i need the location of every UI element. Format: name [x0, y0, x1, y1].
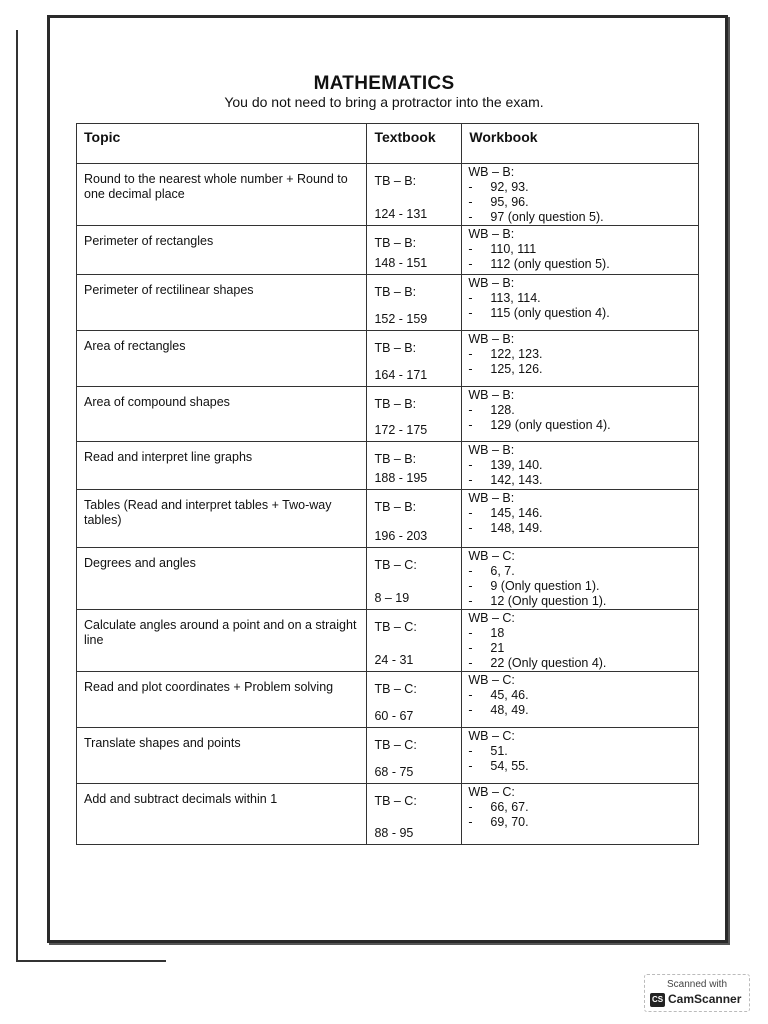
- textbook-cell: [367, 442, 462, 490]
- bullet-dash: -: [468, 195, 473, 209]
- workbook-item: [468, 759, 692, 774]
- table-body: [77, 164, 699, 845]
- table-row: [77, 672, 699, 728]
- workbook-cell: [462, 442, 699, 490]
- textbook-label: TB – C:: [374, 558, 417, 572]
- workbook-pages: 69, 70.: [490, 815, 529, 829]
- workbook-item: [468, 688, 692, 703]
- topic-cell: Read and plot coordinates + Problem solving: [77, 672, 367, 728]
- workbook-item: [468, 656, 692, 671]
- table-row: [77, 226, 699, 275]
- textbook-cell: [367, 275, 462, 331]
- workbook-label: WB – C:: [468, 729, 515, 743]
- bullet-dash: -: [468, 347, 473, 361]
- workbook-label: WB – C:: [468, 785, 515, 799]
- workbook-item: [468, 306, 692, 321]
- textbook-label: TB – B:: [374, 174, 417, 188]
- workbook-cell: [462, 387, 699, 442]
- scan-edge-left: [16, 30, 18, 962]
- table-row: [77, 164, 699, 226]
- bullet-dash: -: [468, 242, 473, 256]
- camscanner-watermark: [644, 974, 750, 1012]
- workbook-pages: 92, 93.: [490, 180, 529, 194]
- workbook-cell: [462, 728, 699, 784]
- textbook-label: TB – C:: [374, 682, 417, 696]
- workbook-pages: 48, 49.: [490, 703, 529, 717]
- textbook-label: TB – C:: [374, 794, 417, 808]
- workbook-cell: [462, 548, 699, 610]
- bullet-dash: -: [468, 521, 473, 535]
- topic-cell: Round to the nearest whole number + Round to one decimal place: [77, 164, 367, 226]
- workbook-item: [468, 210, 692, 225]
- textbook-cell: [367, 672, 462, 728]
- textbook-pages: 152 - 159: [374, 312, 428, 326]
- workbook-pages: 139, 140.: [490, 458, 543, 472]
- workbook-pages: 12 (Only question 1).: [490, 594, 607, 608]
- header-textbook: Textbook: [367, 124, 462, 164]
- bullet-dash: -: [468, 703, 473, 717]
- textbook-label: TB – B:: [374, 236, 417, 250]
- workbook-cell: [462, 610, 699, 672]
- workbook-pages: 129 (only question 4).: [490, 418, 611, 432]
- camscanner-name: CamScanner: [668, 992, 742, 1006]
- textbook-pages: 164 - 171: [374, 368, 428, 382]
- bullet-dash: -: [468, 656, 473, 670]
- workbook-item: [468, 579, 692, 594]
- workbook-item: [468, 362, 692, 377]
- textbook-cell: [367, 387, 462, 442]
- workbook-cell: [462, 672, 699, 728]
- bullet-dash: -: [468, 688, 473, 702]
- workbook-label: WB – B:: [468, 443, 515, 457]
- workbook-label: WB – C:: [468, 549, 515, 563]
- topic-cell: Read and interpret line graphs: [77, 442, 367, 490]
- workbook-item: [468, 291, 692, 306]
- bullet-dash: -: [468, 210, 473, 224]
- bullet-dash: -: [468, 403, 473, 417]
- workbook-item: [468, 347, 692, 362]
- workbook-item: [468, 594, 692, 609]
- textbook-cell: [367, 610, 462, 672]
- workbook-label: WB – B:: [468, 332, 515, 346]
- workbook-cell: [462, 490, 699, 548]
- workbook-cell: [462, 275, 699, 331]
- table-header-row: [77, 124, 699, 164]
- workbook-pages: 51.: [490, 744, 508, 758]
- table-row: [77, 728, 699, 784]
- workbook-cell: [462, 784, 699, 845]
- topic-cell: Area of compound shapes: [77, 387, 367, 442]
- textbook-pages: 88 - 95: [374, 826, 414, 840]
- textbook-cell: [367, 490, 462, 548]
- textbook-cell: [367, 784, 462, 845]
- workbook-item: [468, 180, 692, 195]
- workbook-pages: 18: [490, 626, 505, 640]
- bullet-dash: -: [468, 306, 473, 320]
- textbook-label: TB – C:: [374, 620, 417, 634]
- bullet-dash: -: [468, 594, 473, 608]
- workbook-pages: 112 (only question 5).: [490, 257, 610, 271]
- workbook-item: [468, 458, 692, 473]
- scanned-with-text: Scanned with: [666, 979, 728, 990]
- table-row: [77, 442, 699, 490]
- workbook-item: [468, 641, 692, 656]
- workbook-label: WB – B:: [468, 388, 515, 402]
- workbook-pages: 21: [490, 641, 505, 655]
- workbook-pages: 6, 7.: [490, 564, 515, 578]
- topic-cell: Perimeter of rectilinear shapes: [77, 275, 367, 331]
- workbook-pages: 145, 146.: [490, 506, 543, 520]
- workbook-item: [468, 800, 692, 815]
- textbook-pages: 124 - 131: [374, 207, 428, 221]
- header-topic: Topic: [77, 124, 367, 164]
- textbook-label: TB – B:: [374, 500, 417, 514]
- workbook-pages: 128.: [490, 403, 515, 417]
- bullet-dash: -: [468, 473, 473, 487]
- topic-cell: Perimeter of rectangles: [77, 226, 367, 275]
- bullet-dash: -: [468, 815, 473, 829]
- table-row: [77, 490, 699, 548]
- workbook-pages: 113, 114.: [490, 291, 541, 305]
- header-workbook: Workbook: [462, 124, 699, 164]
- topic-cell: Area of rectangles: [77, 331, 367, 387]
- bullet-dash: -: [468, 759, 473, 773]
- bullet-dash: -: [468, 579, 473, 593]
- textbook-pages: 8 – 19: [374, 591, 410, 605]
- table-row: [77, 387, 699, 442]
- syllabus-table: [76, 123, 699, 845]
- workbook-item: [468, 564, 692, 579]
- workbook-item: [468, 403, 692, 418]
- document-subtitle: You do not need to bring a protractor into the exam.: [224, 94, 544, 110]
- workbook-label: WB – B:: [468, 491, 515, 505]
- topic-cell: Calculate angles around a point and on a straight line: [77, 610, 367, 672]
- table-row: [77, 275, 699, 331]
- topic-cell: Translate shapes and points: [77, 728, 367, 784]
- workbook-item: [468, 703, 692, 718]
- bullet-dash: -: [468, 458, 473, 472]
- workbook-pages: 22 (Only question 4).: [490, 656, 607, 670]
- workbook-pages: 9 (Only question 1).: [490, 579, 600, 593]
- topic-cell: Degrees and angles: [77, 548, 367, 610]
- table-row: [77, 610, 699, 672]
- textbook-pages: 148 - 151: [374, 256, 428, 270]
- table-row: [77, 548, 699, 610]
- textbook-pages: 24 - 31: [374, 653, 414, 667]
- workbook-item: [468, 242, 692, 257]
- textbook-label: TB – B:: [374, 285, 417, 299]
- workbook-item: [468, 257, 692, 272]
- table-row: [77, 331, 699, 387]
- topic-cell: Add and subtract decimals within 1: [77, 784, 367, 845]
- workbook-item: [468, 815, 692, 830]
- textbook-cell: [367, 164, 462, 226]
- workbook-item: [468, 521, 692, 536]
- bullet-dash: -: [468, 180, 473, 194]
- workbook-item: [468, 195, 692, 210]
- textbook-pages: 196 - 203: [374, 529, 428, 543]
- camscanner-logo-icon: CS: [650, 993, 665, 1007]
- workbook-label: WB – C:: [468, 673, 515, 687]
- textbook-label: TB – B:: [374, 452, 417, 466]
- textbook-cell: [367, 548, 462, 610]
- bullet-dash: -: [468, 362, 473, 376]
- textbook-label: TB – B:: [374, 341, 417, 355]
- textbook-cell: [367, 728, 462, 784]
- bullet-dash: -: [468, 564, 473, 578]
- workbook-pages: 125, 126.: [490, 362, 543, 376]
- textbook-cell: [367, 226, 462, 275]
- topic-cell: Tables (Read and interpret tables + Two-way tables): [77, 490, 367, 548]
- bullet-dash: -: [468, 626, 473, 640]
- textbook-pages: 172 - 175: [374, 423, 428, 437]
- textbook-label: TB – C:: [374, 738, 417, 752]
- workbook-item: [468, 473, 692, 488]
- workbook-pages: 54, 55.: [490, 759, 529, 773]
- scan-edge-bottom: [16, 960, 166, 962]
- workbook-pages: 148, 149.: [490, 521, 543, 535]
- workbook-cell: [462, 226, 699, 275]
- workbook-pages: 45, 46.: [490, 688, 529, 702]
- workbook-label: WB – B:: [468, 227, 515, 241]
- workbook-pages: 97 (only question 5).: [490, 210, 604, 224]
- workbook-label: WB – C:: [468, 611, 515, 625]
- textbook-pages: 68 - 75: [374, 765, 414, 779]
- bullet-dash: -: [468, 800, 473, 814]
- document-title: MATHEMATICS: [313, 73, 455, 94]
- bullet-dash: -: [468, 641, 473, 655]
- workbook-item: [468, 418, 692, 433]
- textbook-pages: 60 - 67: [374, 709, 414, 723]
- workbook-cell: [462, 331, 699, 387]
- textbook-pages: 188 - 195: [374, 471, 428, 485]
- workbook-pages: 110, 111: [490, 242, 537, 256]
- bullet-dash: -: [468, 418, 473, 432]
- bullet-dash: -: [468, 257, 473, 271]
- workbook-pages: 142, 143.: [490, 473, 543, 487]
- textbook-cell: [367, 331, 462, 387]
- workbook-pages: 66, 67.: [490, 800, 529, 814]
- workbook-item: [468, 506, 692, 521]
- bullet-dash: -: [468, 291, 473, 305]
- workbook-label: WB – B:: [468, 276, 515, 290]
- workbook-cell: [462, 164, 699, 226]
- workbook-item: [468, 744, 692, 759]
- workbook-pages: 95, 96.: [490, 195, 529, 209]
- workbook-pages: 115 (only question 4).: [490, 306, 610, 320]
- table-row: [77, 784, 699, 845]
- bullet-dash: -: [468, 744, 473, 758]
- workbook-pages: 122, 123.: [490, 347, 543, 361]
- bullet-dash: -: [468, 506, 473, 520]
- workbook-label: WB – B:: [468, 165, 515, 179]
- workbook-item: [468, 626, 692, 641]
- textbook-label: TB – B:: [374, 397, 417, 411]
